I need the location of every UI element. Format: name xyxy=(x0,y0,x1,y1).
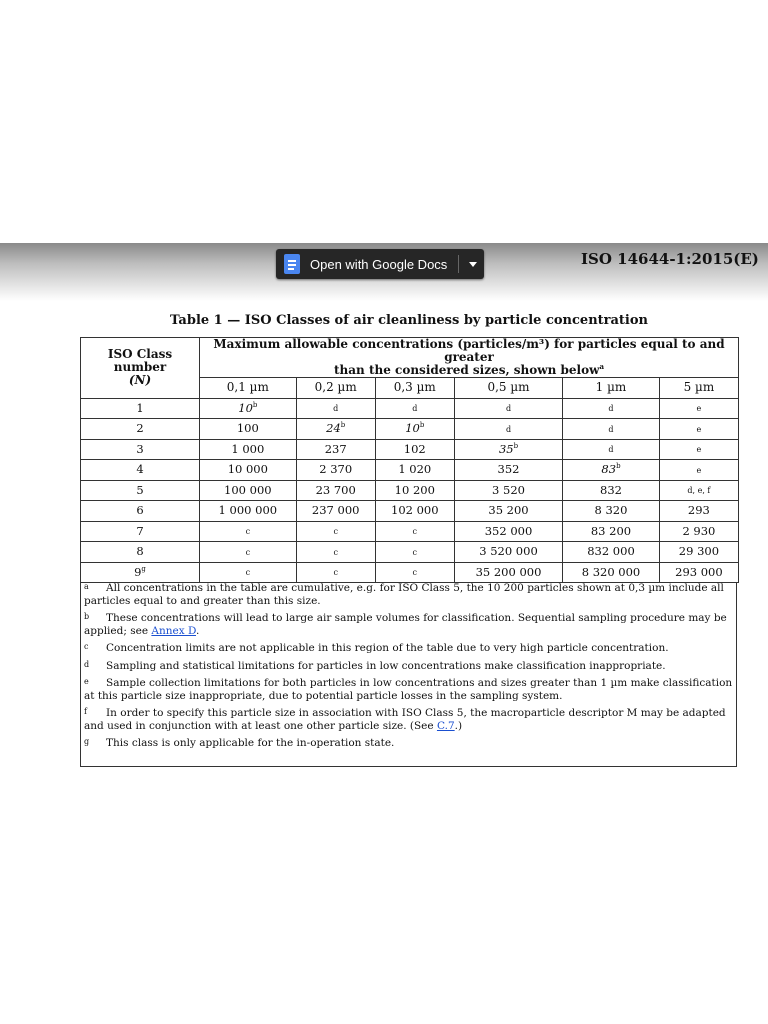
concentration-cell xyxy=(375,542,454,563)
concentration-value: 2 370 xyxy=(319,462,353,477)
class-number: 4 xyxy=(136,462,144,477)
concentration-cell xyxy=(296,419,375,440)
concentration-cell xyxy=(454,419,562,440)
concentration-cell xyxy=(296,521,375,542)
concentration-cell xyxy=(563,542,660,563)
footnote-mark: f xyxy=(84,707,87,716)
footnote-text-block xyxy=(84,707,734,732)
concentration-value: c xyxy=(245,547,251,557)
footnote-mark: c xyxy=(84,642,89,651)
class-number-cell xyxy=(81,562,200,583)
max-conc-line2: than the considered sizes, shown below xyxy=(334,363,600,377)
concentration-value: 237 xyxy=(324,441,347,456)
max-conc-note: a xyxy=(599,362,604,371)
concentration-cell xyxy=(563,419,660,440)
footnote-link[interactable]: Annex D xyxy=(151,624,197,637)
concentration-cell xyxy=(375,439,454,460)
footnote xyxy=(84,737,734,750)
concentration-cell xyxy=(454,501,562,522)
concentration-cell xyxy=(375,398,454,419)
table-row xyxy=(81,542,739,563)
concentration-cell xyxy=(659,562,738,583)
concentration-value: c xyxy=(333,527,338,537)
concentration-value: d xyxy=(608,404,614,414)
concentration-cell xyxy=(454,542,562,563)
footnote-text-after: . xyxy=(196,624,200,637)
table-title: Table 1 — ISO Classes of air cleanliness by particle concentration xyxy=(170,313,648,328)
footnote xyxy=(84,582,734,607)
footnote-ref: b xyxy=(252,400,258,409)
class-column-header xyxy=(81,338,200,399)
table-row xyxy=(81,439,739,460)
concentration-value: 102 000 xyxy=(391,503,439,518)
concentration-cell xyxy=(454,521,562,542)
concentration-value: c xyxy=(333,568,338,578)
class-number: 8 xyxy=(136,544,144,559)
footnote-mark: g xyxy=(84,737,90,746)
concentration-cell xyxy=(375,501,454,522)
concentration-value: 293 xyxy=(687,503,710,518)
class-number: 2 xyxy=(136,421,144,436)
concentration-cell xyxy=(563,521,660,542)
concentration-value: 10 xyxy=(238,400,253,415)
concentration-cell xyxy=(659,501,738,522)
concentration-cell xyxy=(375,480,454,501)
class-number-cell xyxy=(81,419,200,440)
concentration-value: c xyxy=(245,527,251,537)
concentration-value: 35 xyxy=(498,441,514,456)
open-with-label: Open with Google Docs xyxy=(310,256,448,272)
footnote-text: Sample collection limitations for both particles in low concentrations and sizes greater than 1 µm make classification at this particle size inappropriate, due to potential particle losses in the sampling system. xyxy=(84,677,733,702)
concentration-cell xyxy=(375,521,454,542)
concentration-cell xyxy=(200,460,297,481)
footnote-text: These concentrations will lead to large air sample volumes for classification. Sequential sampling procedure may be applied; see xyxy=(84,612,727,637)
concentration-value: 2 930 xyxy=(682,523,716,538)
concentration-value: 35 200 xyxy=(488,503,529,518)
class-number-cell xyxy=(81,460,200,481)
concentration-cell xyxy=(296,439,375,460)
concentration-value: 832 xyxy=(600,482,622,497)
class-number: 9 xyxy=(134,564,142,579)
concentration-value: 8 320 xyxy=(594,503,628,518)
concentration-cell xyxy=(454,562,562,583)
table-row xyxy=(81,562,739,583)
concentration-value: d xyxy=(608,424,614,434)
footnote xyxy=(84,642,734,655)
concentration-cell xyxy=(200,480,297,501)
concentration-value: 832 000 xyxy=(587,544,635,559)
footnote-text-block xyxy=(84,582,734,607)
table-row xyxy=(81,398,739,419)
concentration-value: 102 xyxy=(403,441,426,456)
concentration-cell xyxy=(200,419,297,440)
class-number-cell xyxy=(81,439,200,460)
concentration-value: c xyxy=(245,568,251,578)
footnote-text-block xyxy=(84,677,734,702)
concentration-value: 1 000 000 xyxy=(218,503,278,518)
class-number: 7 xyxy=(136,523,144,538)
concentration-cell xyxy=(563,501,660,522)
concentration-value: d xyxy=(333,404,339,414)
concentration-cell xyxy=(659,439,738,460)
concentration-value: 23 700 xyxy=(315,482,356,497)
concentration-cell xyxy=(454,398,562,419)
concentration-value: e xyxy=(696,424,702,434)
class-number-cell xyxy=(81,521,200,542)
document-id: ISO 14644-1:2015(E) xyxy=(581,250,759,268)
table-row xyxy=(81,501,739,522)
concentration-cell xyxy=(454,460,562,481)
footnote-text-block xyxy=(84,737,734,750)
concentration-cell xyxy=(563,480,660,501)
concentration-cell xyxy=(563,460,660,481)
footnote-text: In order to specify this particle size in association with ISO Class 5, the macroparticle descriptor M may be adapted and used in conjunction with at least one other particle size. (See xyxy=(84,707,726,732)
footnote-text-block xyxy=(84,660,734,673)
footnote-mark: b xyxy=(84,612,90,621)
footnote-ref: b xyxy=(513,441,519,450)
concentration-cell xyxy=(296,480,375,501)
footnote xyxy=(84,677,734,702)
footnote-ref: b xyxy=(419,421,425,430)
concentration-cell xyxy=(375,562,454,583)
concentration-value: e xyxy=(696,445,702,455)
concentration-value: 29 300 xyxy=(678,544,720,559)
concentration-cell xyxy=(659,460,738,481)
concentration-value: 83 xyxy=(601,462,617,477)
concentration-value: d xyxy=(505,424,512,434)
concentration-value: e xyxy=(696,465,702,475)
button-divider xyxy=(458,255,459,273)
concentration-cell xyxy=(659,521,738,542)
concentration-value: e xyxy=(696,404,702,414)
concentration-value: 3 520 xyxy=(492,482,525,497)
concentration-cell xyxy=(296,460,375,481)
table-row xyxy=(81,460,739,481)
class-number: 6 xyxy=(136,503,144,518)
footnote-mark: d xyxy=(84,659,90,669)
chevron-down-icon[interactable] xyxy=(469,262,477,267)
concentration-value: 100 000 xyxy=(224,482,272,497)
concentration-value: d xyxy=(412,404,418,414)
concentration-cell xyxy=(659,419,738,440)
concentration-value: 24 xyxy=(326,421,341,436)
concentration-value: c xyxy=(333,547,338,557)
footnote-text-after: .) xyxy=(454,719,463,732)
size-header: 0,5 µm xyxy=(454,378,562,399)
concentration-value: d, e, f xyxy=(687,486,711,496)
concentration-cell xyxy=(563,398,660,419)
concentration-cell xyxy=(296,562,375,583)
concentration-value: 8 320 000 xyxy=(581,564,641,579)
concentration-value: 10 000 xyxy=(227,462,268,477)
concentration-cell xyxy=(200,501,297,522)
table-row xyxy=(81,419,739,440)
concentration-value: 100 xyxy=(236,421,259,436)
max-concentration-header xyxy=(200,338,739,378)
footnote xyxy=(84,612,734,637)
table-row xyxy=(81,521,739,542)
concentration-value: 352 000 xyxy=(484,523,533,538)
concentration-value: d xyxy=(505,404,512,414)
iso-class-table xyxy=(80,337,739,583)
class-number: 1 xyxy=(136,400,144,415)
class-header-sub: (N) xyxy=(128,373,152,388)
concentration-value: 10 xyxy=(405,421,420,436)
footnote-text: All concentrations in the table are cumulative, e.g. for ISO Class 5, the 10 200 particles shown at 0,3 µm include all particles equal to and greater than this size. xyxy=(84,582,724,607)
class-number: 3 xyxy=(136,441,144,456)
size-header: 0,1 µm xyxy=(200,378,297,399)
concentration-value: 83 200 xyxy=(590,523,632,538)
concentration-value: 3 520 000 xyxy=(479,544,538,559)
footnote-text: Concentration limits are not applicable in this region of the table due to very high particle concentration. xyxy=(106,642,669,654)
concentration-cell xyxy=(454,480,562,501)
footnote xyxy=(84,660,734,673)
concentration-cell xyxy=(200,542,297,563)
concentration-cell xyxy=(200,562,297,583)
concentration-value: 1 000 xyxy=(231,441,265,456)
concentration-cell xyxy=(296,542,375,563)
concentration-cell xyxy=(659,542,738,563)
footnote xyxy=(84,707,734,732)
footnote-text: This class is only applicable for the in-operation state. xyxy=(106,737,395,749)
table-footnotes xyxy=(80,582,737,767)
max-conc-line1: Maximum allowable concentrations (particles/m³) for particles equal to and greater xyxy=(213,337,725,364)
size-header: 1 µm xyxy=(563,378,660,399)
footnote-ref: b xyxy=(340,421,346,430)
footnote-text-block xyxy=(84,642,734,655)
class-number-cell xyxy=(81,398,200,419)
class-number-cell xyxy=(81,480,200,501)
concentration-cell xyxy=(200,521,297,542)
concentration-value: c xyxy=(412,527,418,537)
concentration-value: c xyxy=(412,547,418,557)
concentration-value: 352 xyxy=(497,462,520,477)
class-number-cell xyxy=(81,542,200,563)
class-number-cell xyxy=(81,501,200,522)
concentration-cell xyxy=(659,398,738,419)
concentration-cell xyxy=(454,439,562,460)
concentration-cell xyxy=(563,439,660,460)
footnote-ref: b xyxy=(616,462,621,471)
class-note: g xyxy=(141,564,146,573)
size-header: 0,3 µm xyxy=(375,378,454,399)
size-header: 0,2 µm xyxy=(296,378,375,399)
class-number: 5 xyxy=(136,482,144,497)
footnote-text-block xyxy=(84,612,734,637)
open-with-google-docs-button[interactable] xyxy=(276,249,484,279)
concentration-cell xyxy=(375,460,454,481)
concentration-value: 35 200 000 xyxy=(475,564,542,579)
footnote-link[interactable]: C.7 xyxy=(436,719,455,732)
footnote-mark: a xyxy=(84,582,89,591)
concentration-value: d xyxy=(608,445,614,455)
concentration-cell xyxy=(200,398,297,419)
footnote-text: Sampling and statistical limitations for particles in low concentrations make classification inappropriate. xyxy=(106,659,666,672)
class-header-label: ISO Class number xyxy=(107,347,173,375)
concentration-cell xyxy=(563,562,660,583)
concentration-value: 293 000 xyxy=(675,564,723,579)
concentration-cell xyxy=(200,439,297,460)
concentration-value: 237 000 xyxy=(311,503,360,518)
concentration-value: 10 200 xyxy=(394,482,435,497)
concentration-cell xyxy=(375,419,454,440)
concentration-value: 1 020 xyxy=(398,462,432,477)
concentration-cell xyxy=(296,398,375,419)
footnote-mark: e xyxy=(84,677,89,686)
table-row xyxy=(81,480,739,501)
google-docs-icon xyxy=(284,254,300,274)
concentration-value: c xyxy=(412,568,418,578)
concentration-cell xyxy=(659,480,738,501)
size-header: 5 µm xyxy=(659,378,738,399)
concentration-cell xyxy=(296,501,375,522)
